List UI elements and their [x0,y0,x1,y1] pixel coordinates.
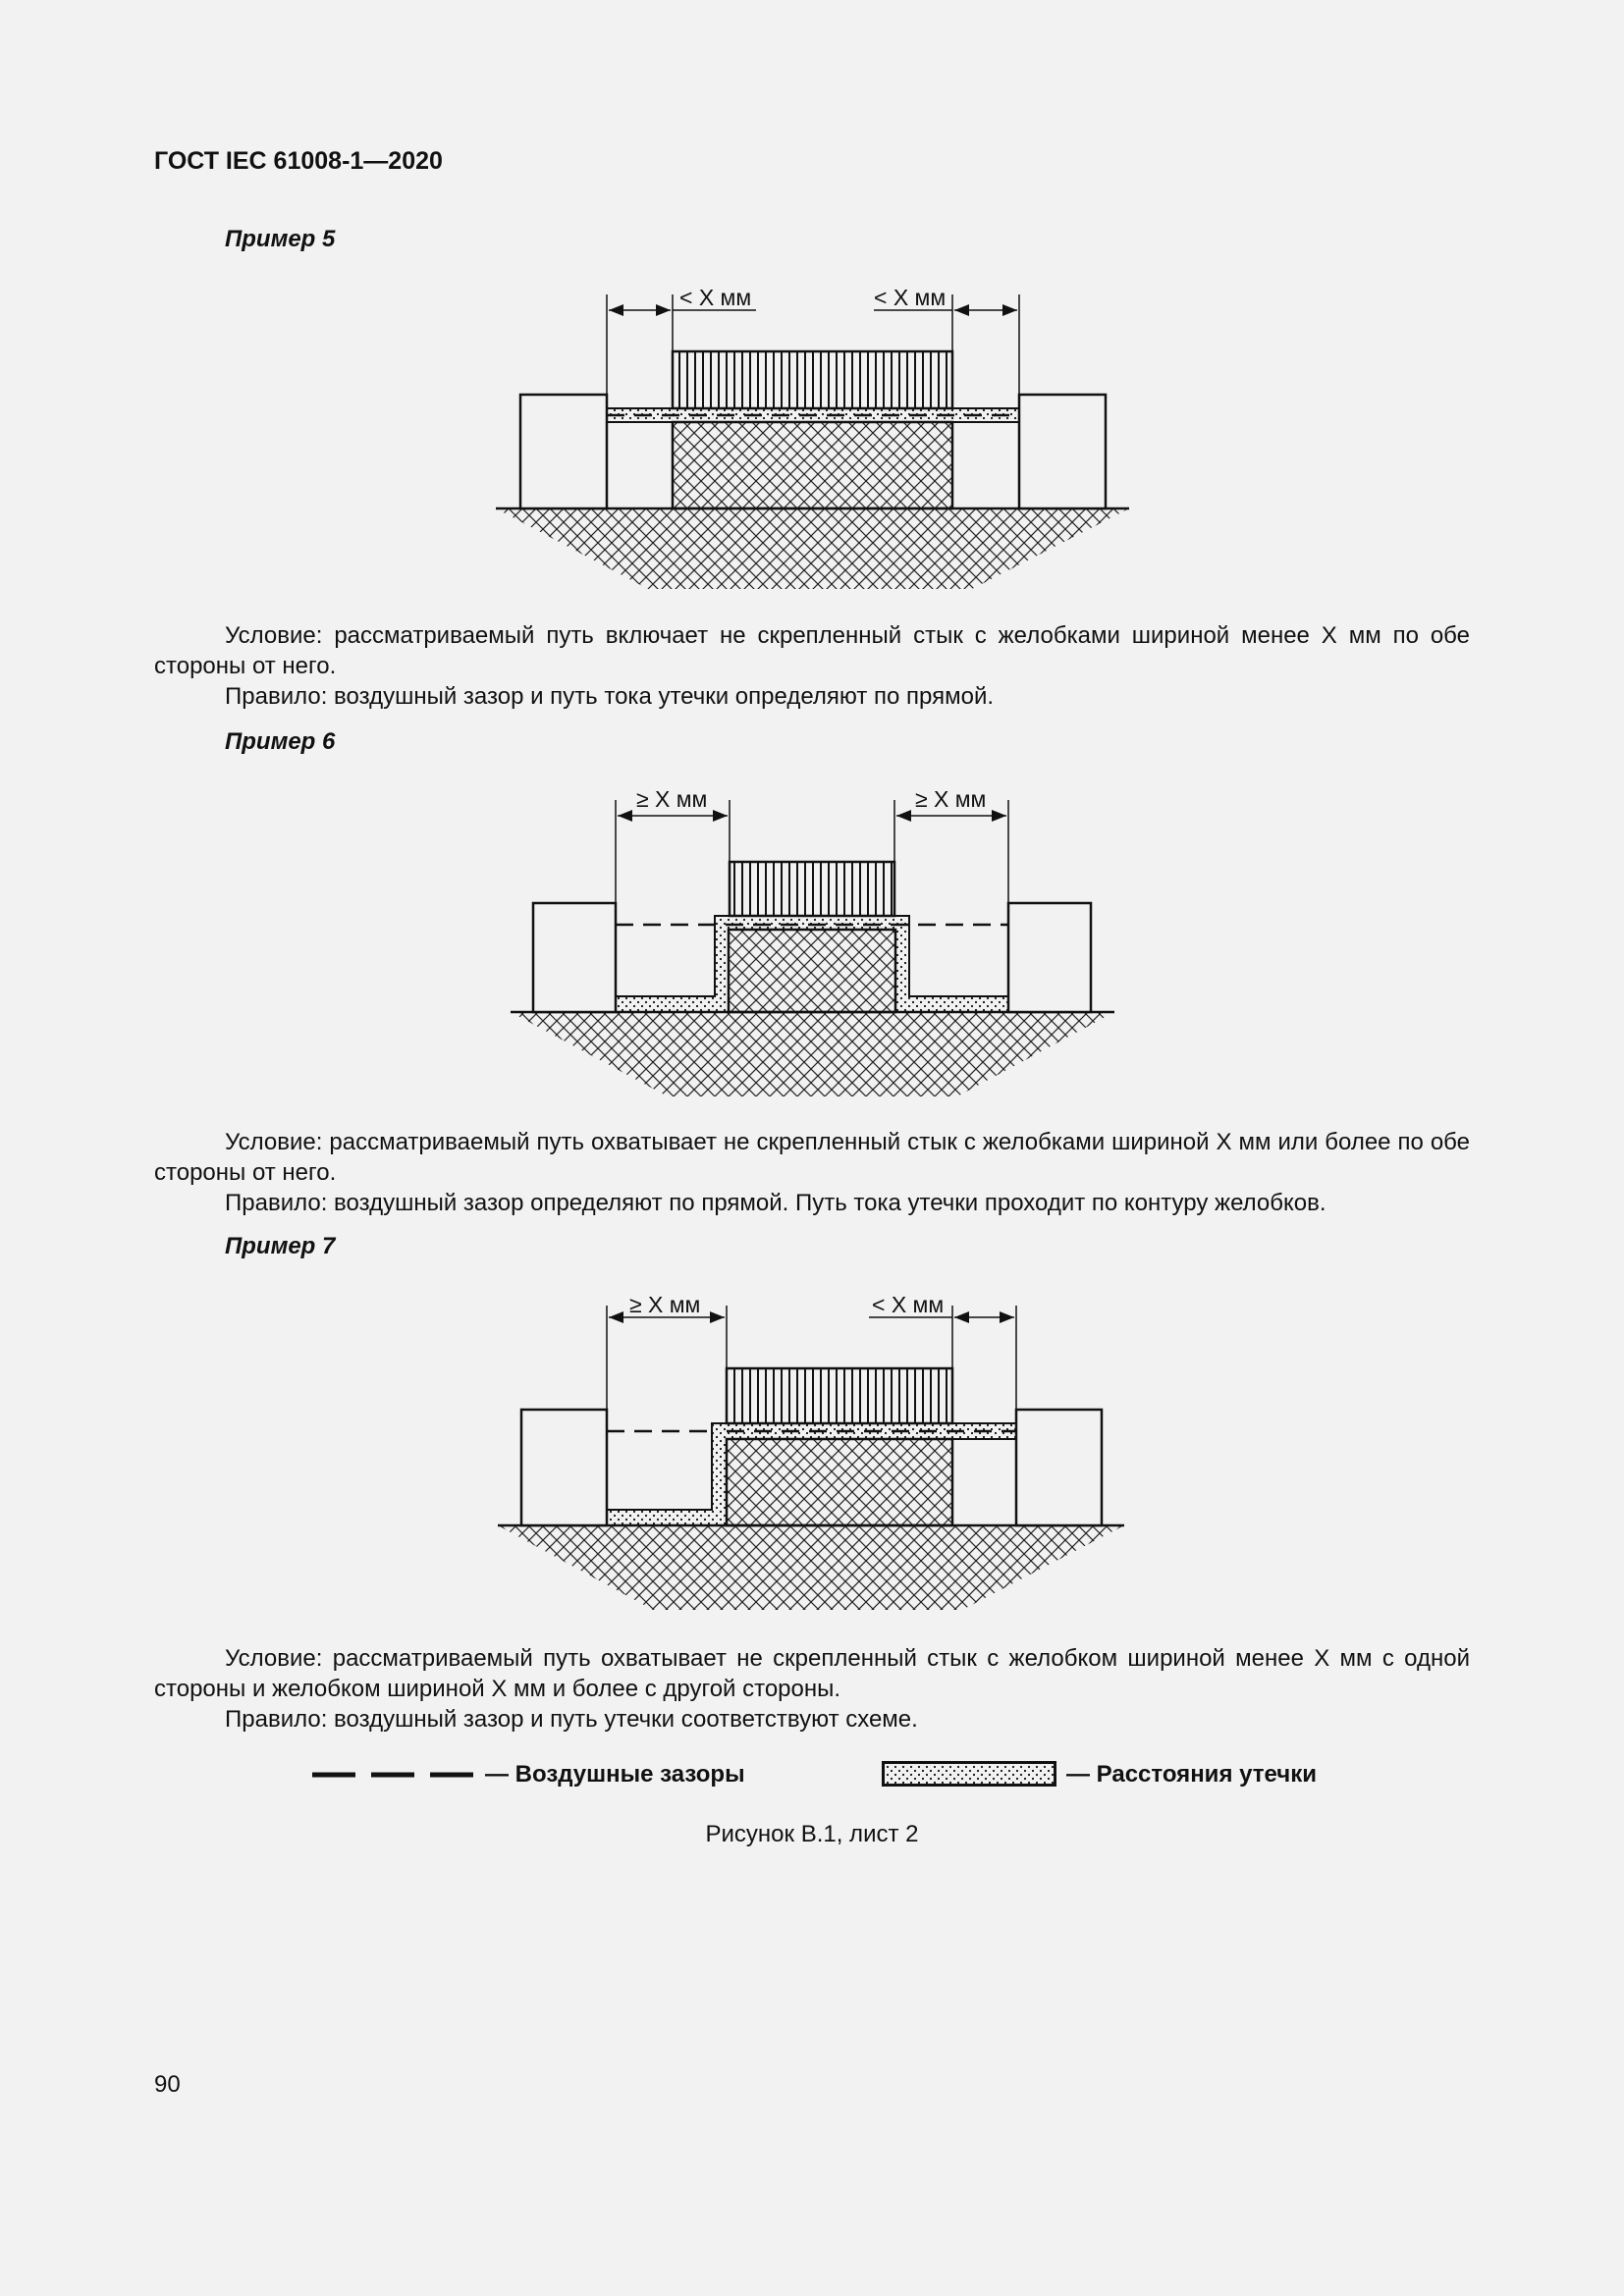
example-5-rule: Правило: воздушный зазор и путь тока утечки определяют по прямой. [225,683,995,710]
base-hatch [511,1012,1114,1096]
example-5-title: Пример 5 [225,226,336,252]
example-6-rule: Правило: воздушный зазор определяют по прямой. Путь тока утечки проходит по контуру желобков. [225,1190,1326,1216]
example-7-title: Пример 7 [225,1233,336,1259]
dim-label-right: ≥ X мм [915,786,987,812]
example-5-text [154,620,1470,712]
left-block [533,903,616,1012]
left-block [521,1410,607,1525]
dim-label-left: ≥ X мм [629,1292,701,1317]
left-block [520,395,607,508]
right-block [1008,903,1091,1012]
air-gap-legend-swatch [312,1765,477,1785]
base-hatch [498,1525,1124,1610]
example-7-text [154,1643,1470,1735]
center-body [673,422,952,508]
top-part [727,1368,952,1423]
top-part [673,351,952,408]
right-block [1019,395,1106,508]
dim-label-left: < X мм [679,285,752,310]
example-7-figure [0,1286,1624,1620]
example-7-condition: Условие: рассматриваемый путь охватывает не скрепленный стык с желобком шириной менее X мм с одной стороны и желобком шириной X мм и более с другой стороны. [154,1645,1470,1702]
legend [0,1757,1624,1796]
dim-label-right: < X мм [872,1292,945,1317]
example-6-figure [0,780,1624,1104]
creepage-legend-swatch [882,1761,1056,1787]
center-body [727,1439,952,1525]
dim-label-right: < X мм [874,285,947,310]
page-number: 90 [154,2071,181,2098]
example-7-rule: Правило: воздушный зазор и путь утечки соответствуют схеме. [225,1706,918,1733]
center-body [729,930,895,1012]
example-6-text [154,1127,1470,1218]
document-header: ГОСТ IEC 61008-1—2020 [154,147,443,175]
example-6-condition: Условие: рассматриваемый путь охватывает не скрепленный стык с желобками шириной X мм или более по обе стороны от него. [154,1129,1470,1186]
air-gap-legend-label: — Воздушные зазоры [485,1761,745,1788]
example-5-condition: Условие: рассматриваемый путь включает не скрепленный стык с желобками шириной менее X мм по обе стороны от него. [154,622,1470,679]
figure-caption: Рисунок В.1, лист 2 [705,1821,919,1847]
creepage-legend-label: — Расстояния утечки [1066,1761,1317,1788]
dim-label-left: ≥ X мм [636,786,708,812]
example-5-figure [0,275,1624,599]
base-hatch [496,508,1129,589]
example-6-title: Пример 6 [225,728,336,755]
top-part [730,862,894,916]
right-block [1016,1410,1102,1525]
